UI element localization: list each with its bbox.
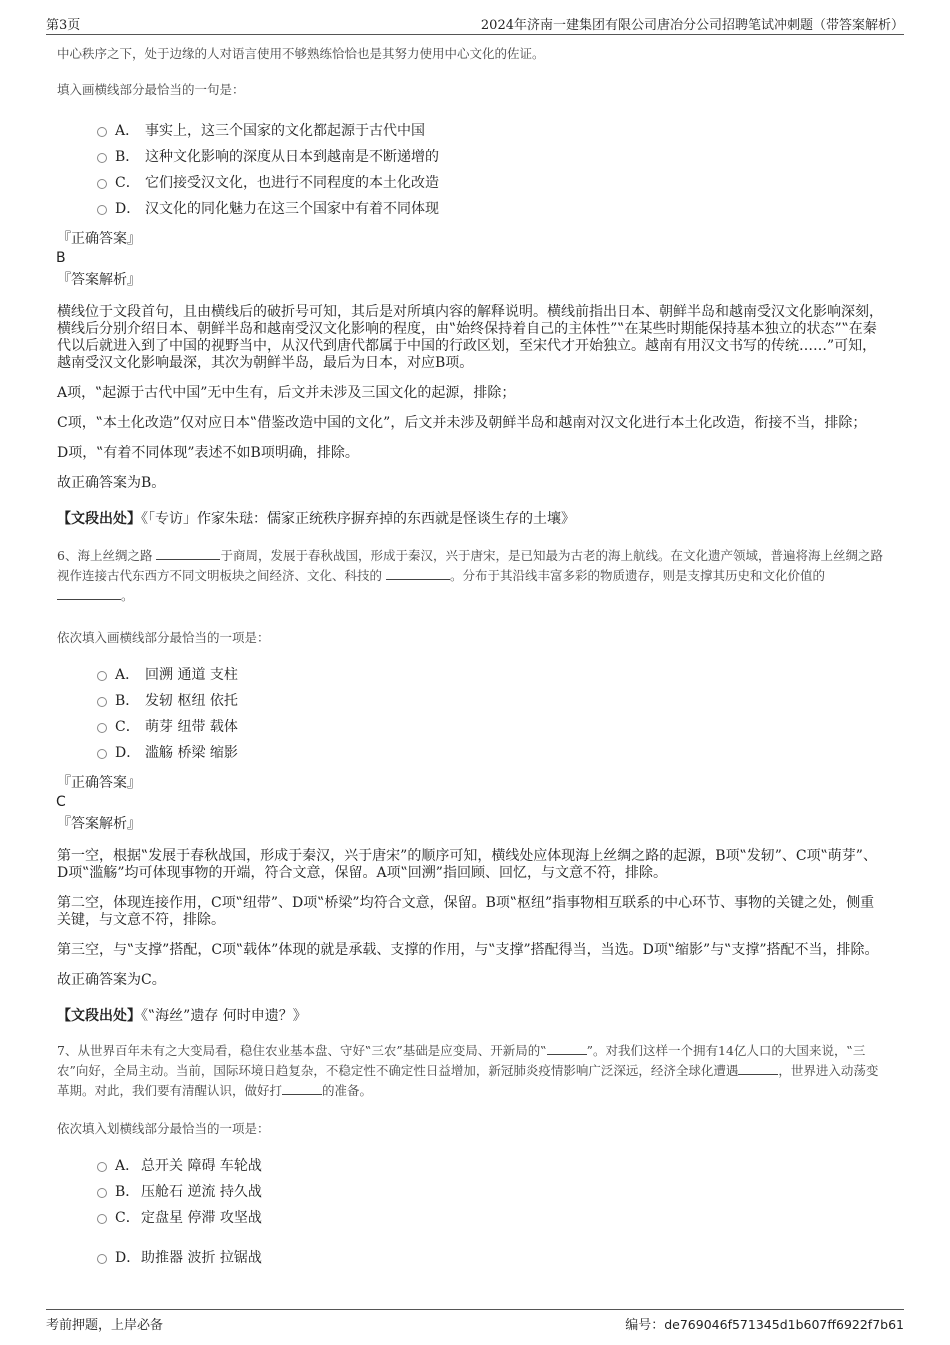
code-label: 编号：	[625, 1318, 665, 1333]
radio-icon[interactable]	[97, 1188, 107, 1198]
radio-icon[interactable]	[97, 671, 107, 681]
radio-icon[interactable]	[97, 1162, 107, 1172]
radio-icon[interactable]	[97, 697, 107, 707]
q5-analysis-p3: C项，‟本土化改造”仅对应日本‟借鉴改造中国的文化”，后文并未涉及朝鲜半岛和越南对汉文化进行本土化改造，衔接不当，排除；	[57, 415, 867, 431]
q7-prompt: 依次填入划横线部分最恰当的一项是：	[57, 1121, 270, 1136]
q5-options	[57, 118, 888, 222]
q6-option-b[interactable]: B． 发轫 枢纽 依托	[57, 688, 888, 714]
footer-slogan: 考前押题，上岸必备	[46, 1318, 164, 1333]
q5-analysis-p4: D项，‟有着不同体现”表述不如B项明确，排除。	[57, 445, 359, 461]
q6-source	[57, 1007, 888, 1025]
blank-line	[57, 587, 121, 600]
q5-answer: B	[56, 250, 66, 266]
q6-stem: 6、海上丝绸之路 于商周，发展于春秋战国，形成于秦汉，兴于唐宋，是已知最为古老的海上航线。在文化遗产领域，普遍将海上丝绸之路视作连接古代东西方不同文明板块之间经济、文化、科技的 。分布于其沿线丰富多彩的物质遗存，则是支撑其历史和文化价值的 。	[57, 548, 883, 603]
q6-analysis-label: 『答案解析』	[57, 816, 141, 832]
q5-option-b[interactable]: B． 这种文化影响的深度从日本到越南是不断递增的	[57, 144, 888, 170]
blank-line	[282, 1082, 322, 1095]
blank-line	[547, 1042, 587, 1055]
q7-option-a[interactable]: A． 总开关 障碍 车轮战	[57, 1153, 888, 1179]
q5-intro-tail: 中心秩序之下，处于边缘的人对语言使用不够熟练恰恰也是其努力使用中心文化的佐证。	[57, 46, 545, 61]
q6-option-d[interactable]: D． 滥觞 桥梁 缩影	[57, 740, 888, 766]
source-label: 【文段出处】	[57, 1008, 141, 1024]
q6-answer-label: 『正确答案』	[57, 775, 141, 791]
source-title: 《‟海丝”遗存 何时申遗？》	[141, 1008, 307, 1024]
blank-line	[156, 547, 220, 560]
radio-icon[interactable]	[97, 205, 107, 215]
q6-analysis-p1: 第一空，根据‟发展于春秋战国，形成于秦汉，兴于唐宋”的顺序可知，横线处应体现海上丝绸之路的起源，B项‟发轫”、C项‟萌芽”、D项‟滥觞”均可体现事物的开端，符合文意，保留。A项‟回溯”指回顾、回忆，与文意不符，排除。	[57, 848, 877, 881]
q5-prompt: 填入画横线部分最恰当的一句是：	[57, 82, 245, 97]
q7-option-b[interactable]: B． 压舱石 逆流 持久战	[57, 1179, 888, 1205]
q6-answer: C	[56, 794, 66, 810]
document-title: 2024年济南一建集团有限公司唐冶分公司招聘笔试冲刺题（带答案解析）	[480, 18, 904, 33]
q6-options	[57, 662, 888, 766]
code-value: de769046f571345d1b607ff6922f7b61	[664, 1317, 904, 1332]
radio-icon[interactable]	[97, 723, 107, 733]
q6-prompt: 依次填入画横线部分最恰当的一项是：	[57, 630, 270, 645]
page-number: 第3页	[46, 18, 81, 33]
q5-option-d[interactable]: D． 汉文化的同化魅力在这三个国家中有着不同体现	[57, 196, 888, 222]
page-content	[57, 44, 888, 1271]
q7-stem: 7、从世界百年未有之大变局看，稳住农业基本盘、守好‟三农”基础是应变局、开新局的‟ ”。对我们这样一个拥有14亿人口的大国来说，‟三农”向好，全局主动。当前，国际环境日趋复杂，不稳定性不确定性日益增加，新冠肺炎疫情影响广泛深远，经济全球化遭遇 ，世界进入动荡变革期。对此，我们要有清醒认识，做好打 的准备。	[57, 1043, 879, 1098]
blank-line	[386, 567, 450, 580]
page-footer	[46, 1309, 904, 1332]
q5-analysis-label: 『答案解析』	[57, 272, 141, 288]
q7-option-c[interactable]: C． 定盘星 停滞 攻坚战	[57, 1205, 888, 1231]
radio-icon[interactable]	[97, 153, 107, 163]
q5-source	[57, 510, 888, 528]
q6-analysis-p3: 第三空，与‟支撑”搭配，C项‟载体”体现的就是承载、支撑的作用，与‟支撑”搭配得当，当选。D项‟缩影”与‟支撑”搭配不当，排除。	[57, 942, 879, 958]
radio-icon[interactable]	[97, 749, 107, 759]
source-label: 【文段出处】	[57, 511, 141, 527]
radio-icon[interactable]	[97, 179, 107, 189]
q5-option-a[interactable]: A． 事实上，这三个国家的文化都起源于古代中国	[57, 118, 888, 144]
document-code	[625, 1314, 904, 1333]
radio-icon[interactable]	[97, 127, 107, 137]
q5-analysis-p5: 故正确答案为B。	[57, 475, 166, 491]
q7-options	[57, 1153, 888, 1271]
radio-icon[interactable]	[97, 1214, 107, 1224]
q6-option-a[interactable]: A． 回溯 通道 支柱	[57, 662, 888, 688]
radio-icon[interactable]	[97, 1254, 107, 1264]
q5-option-c[interactable]: C． 它们接受汉文化，也进行不同程度的本土化改造	[57, 170, 888, 196]
q6-analysis-p2: 第二空，体现连接作用，C项‟纽带”、D项‟桥梁”均符合文意，保留。B项‟枢纽”指事物相互联系的中心环节、事物的关键之处，侧重关键，与文意不符，排除。	[57, 895, 875, 928]
source-title: 《「专访」作家朱琺：儒家正统秩序摒弃掉的东西就是怪谈生存的土壤》	[141, 511, 575, 527]
q7-option-d[interactable]: D． 助推器 波折 拉锯战	[57, 1245, 888, 1271]
q6-analysis-p4: 故正确答案为C。	[57, 972, 166, 988]
q6-option-c[interactable]: C． 萌芽 纽带 载体	[57, 714, 888, 740]
q5-analysis-p2: A项，‟起源于古代中国”无中生有，后文并未涉及三国文化的起源，排除；	[57, 385, 516, 401]
q5-analysis-p1: 横线位于文段首句，且由横线后的破折号可知，其后是对所填内容的解释说明。横线前指出日本、朝鲜半岛和越南受汉文化影响深刻，横线后分别介绍日本、朝鲜半岛和越南受汉文化影响的程度，由‟始终保持着自己的主体性”‟在某些时期能保持基本独立的状态”‟在秦代以后就进入到了中国的视野当中，从汉代到唐代都属于中国的行政区划，至宋代才开始独立。越南有用汉文书写的传统……”可知，越南受汉文化影响最深，其次为朝鲜半岛，最后为日本，对应B项。	[57, 304, 883, 371]
q5-answer-label: 『正确答案』	[57, 231, 141, 247]
page-header	[46, 12, 904, 35]
blank-line	[738, 1062, 778, 1075]
